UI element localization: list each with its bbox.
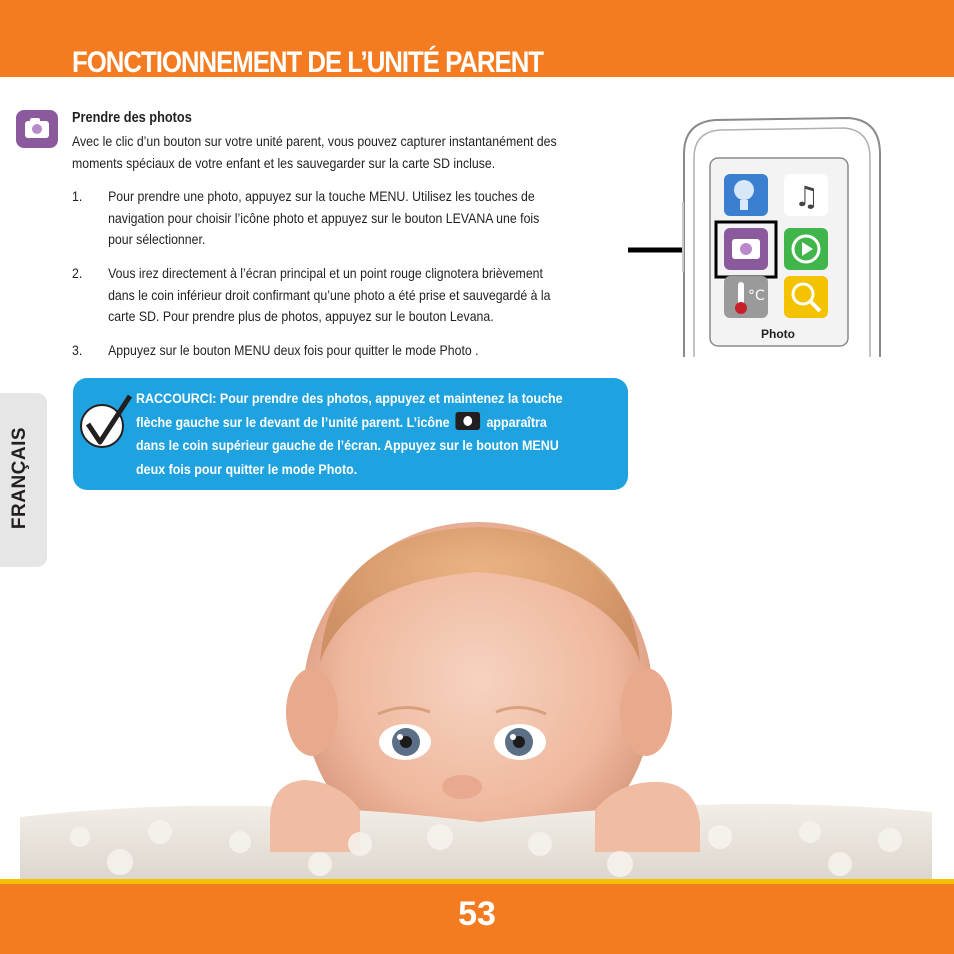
camera-icon — [16, 110, 58, 148]
camera-icon — [456, 412, 481, 430]
section-title: Prendre des photos — [72, 110, 192, 126]
page-number: 53 — [458, 895, 496, 933]
shortcut-tip-text: RACCOURCI: Pour prendre des photos, appuyez et maintenez la touche flèche gauche sur le devant de l’unité parent. L’icône apparaîtra dans le coin supérieur gauche de l’écran. Appuyez sur le bouton MENU deux fois pour quitter le mode Photo. — [136, 391, 563, 478]
checkmark-icon — [78, 392, 134, 452]
language-tab-label: FRANÇAIS — [9, 426, 30, 530]
svg-text:°C: °C — [748, 288, 765, 304]
baby-photo — [20, 492, 932, 880]
parent-unit-illustration — [682, 114, 882, 357]
svg-text:♫: ♫ — [794, 180, 820, 213]
page-title: FONCTIONNEMENT DE L’UNITÉ PARENT — [72, 46, 544, 79]
phone-screen-label: Photo — [761, 327, 795, 341]
intro-paragraph: Avec le clic d’un bouton sur votre unité parent, vous pouvez capturer instantanément des moments spéciaux de votre enfant et les sauvegarder sur la carte SD incluse. — [72, 133, 557, 171]
